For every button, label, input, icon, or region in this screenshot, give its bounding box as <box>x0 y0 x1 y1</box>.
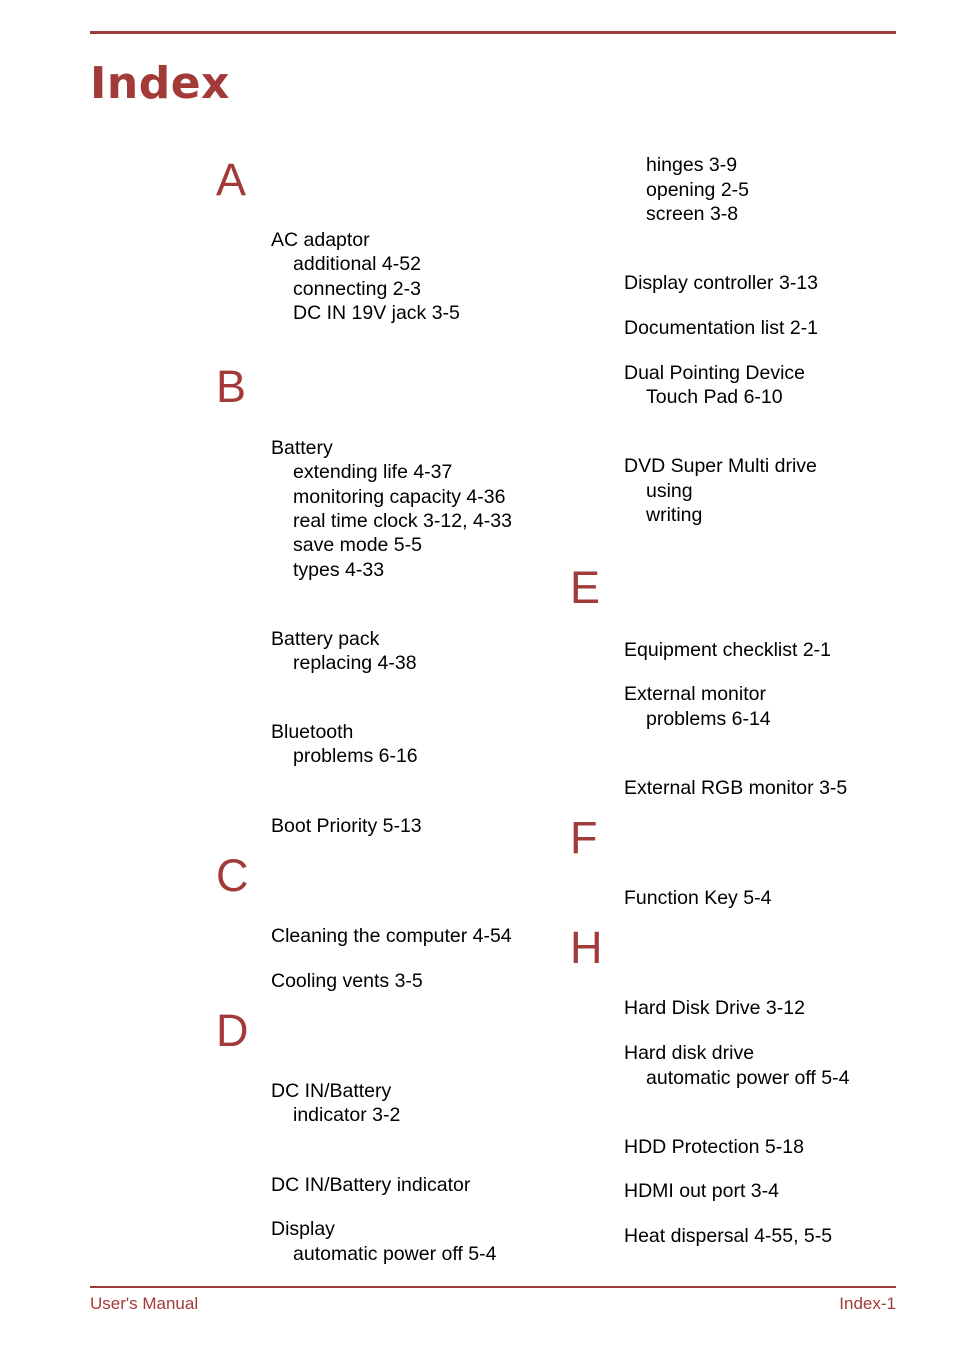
page-title: Index <box>90 58 230 109</box>
footer-page-number: Index-1 <box>839 1294 896 1313</box>
index-entry: Cooling vents 3-5 <box>271 970 423 992</box>
index-subentry: Touch Pad 6-10 <box>646 386 783 408</box>
header-rule <box>90 31 896 34</box>
section-letter-e: E <box>570 562 601 613</box>
section-letter-h: H <box>570 922 603 973</box>
index-subentry: screen 3-8 <box>646 203 739 225</box>
index-subentry: using <box>646 480 693 502</box>
index-entry: Battery <box>271 437 333 459</box>
index-entry: DVD Super Multi drive <box>624 455 817 477</box>
section-letter-f: F <box>570 812 598 863</box>
index-subentry: problems 6-14 <box>646 708 771 730</box>
index-subentry: opening 2-5 <box>646 179 750 201</box>
index-entry: DC IN/Battery indicator <box>271 1174 471 1196</box>
index-entry: Documentation list 2-1 <box>624 317 819 339</box>
index-subentry: hinges 3-9 <box>646 154 738 176</box>
footer-left: User's Manual <box>90 1294 199 1313</box>
index-subentry: save mode 5-5 <box>293 534 422 556</box>
index-entry: Boot Priority 5-13 <box>271 815 422 837</box>
index-entry: Cleaning the computer 4-54 <box>271 925 512 947</box>
index-entry: DC IN/Battery <box>271 1080 392 1102</box>
index-entry: External monitor <box>624 683 766 705</box>
index-entry: Heat dispersal 4-55, 5-5 <box>624 1225 833 1247</box>
index-subentry: replacing 4-38 <box>293 652 417 674</box>
index-entry: Dual Pointing Device <box>624 362 806 384</box>
index-subentry: monitoring capacity 4-36 <box>293 486 506 508</box>
index-subentry: extending life 4-37 <box>293 461 453 483</box>
index-entry: HDMI out port 3-4 <box>624 1180 779 1202</box>
index-entry: Function Key 5-4 <box>624 887 772 909</box>
index-entry: Equipment checklist 2-1 <box>624 639 832 661</box>
index-entry: External RGB monitor 3-5 <box>624 777 848 799</box>
index-entry: HDD Protection 5-18 <box>624 1136 804 1158</box>
index-entry: Hard Disk Drive 3-12 <box>624 997 805 1019</box>
section-letter-b: B <box>216 361 247 412</box>
index-entry: AC adaptor <box>271 229 370 251</box>
footer-rule <box>90 1286 896 1288</box>
index-entry: Display controller 3-13 <box>624 272 819 294</box>
index-subentry: connecting 2-3 <box>293 278 421 300</box>
index-entry: Bluetooth <box>271 721 354 743</box>
index-subentry: automatic power off 5-4 <box>646 1067 850 1089</box>
index-subentry: problems 6-16 <box>293 745 418 767</box>
index-subentry: indicator 3-2 <box>293 1104 401 1126</box>
index-subentry: writing <box>646 504 703 526</box>
index-subentry: additional 4-52 <box>293 253 421 275</box>
index-entry: Display <box>271 1218 335 1240</box>
index-subentry: automatic power off 5-4 <box>293 1243 497 1265</box>
index-subentry: DC IN 19V jack 3-5 <box>293 302 460 324</box>
section-letter-d: D <box>216 1005 249 1056</box>
index-entry: Hard disk drive <box>624 1042 755 1064</box>
section-letter-a: A <box>216 154 247 205</box>
index-subentry: types 4-33 <box>293 559 385 581</box>
index-entry: Battery pack <box>271 628 380 650</box>
index-subentry: real time clock 3-12, 4-33 <box>293 510 512 532</box>
section-letter-c: C <box>216 850 249 901</box>
